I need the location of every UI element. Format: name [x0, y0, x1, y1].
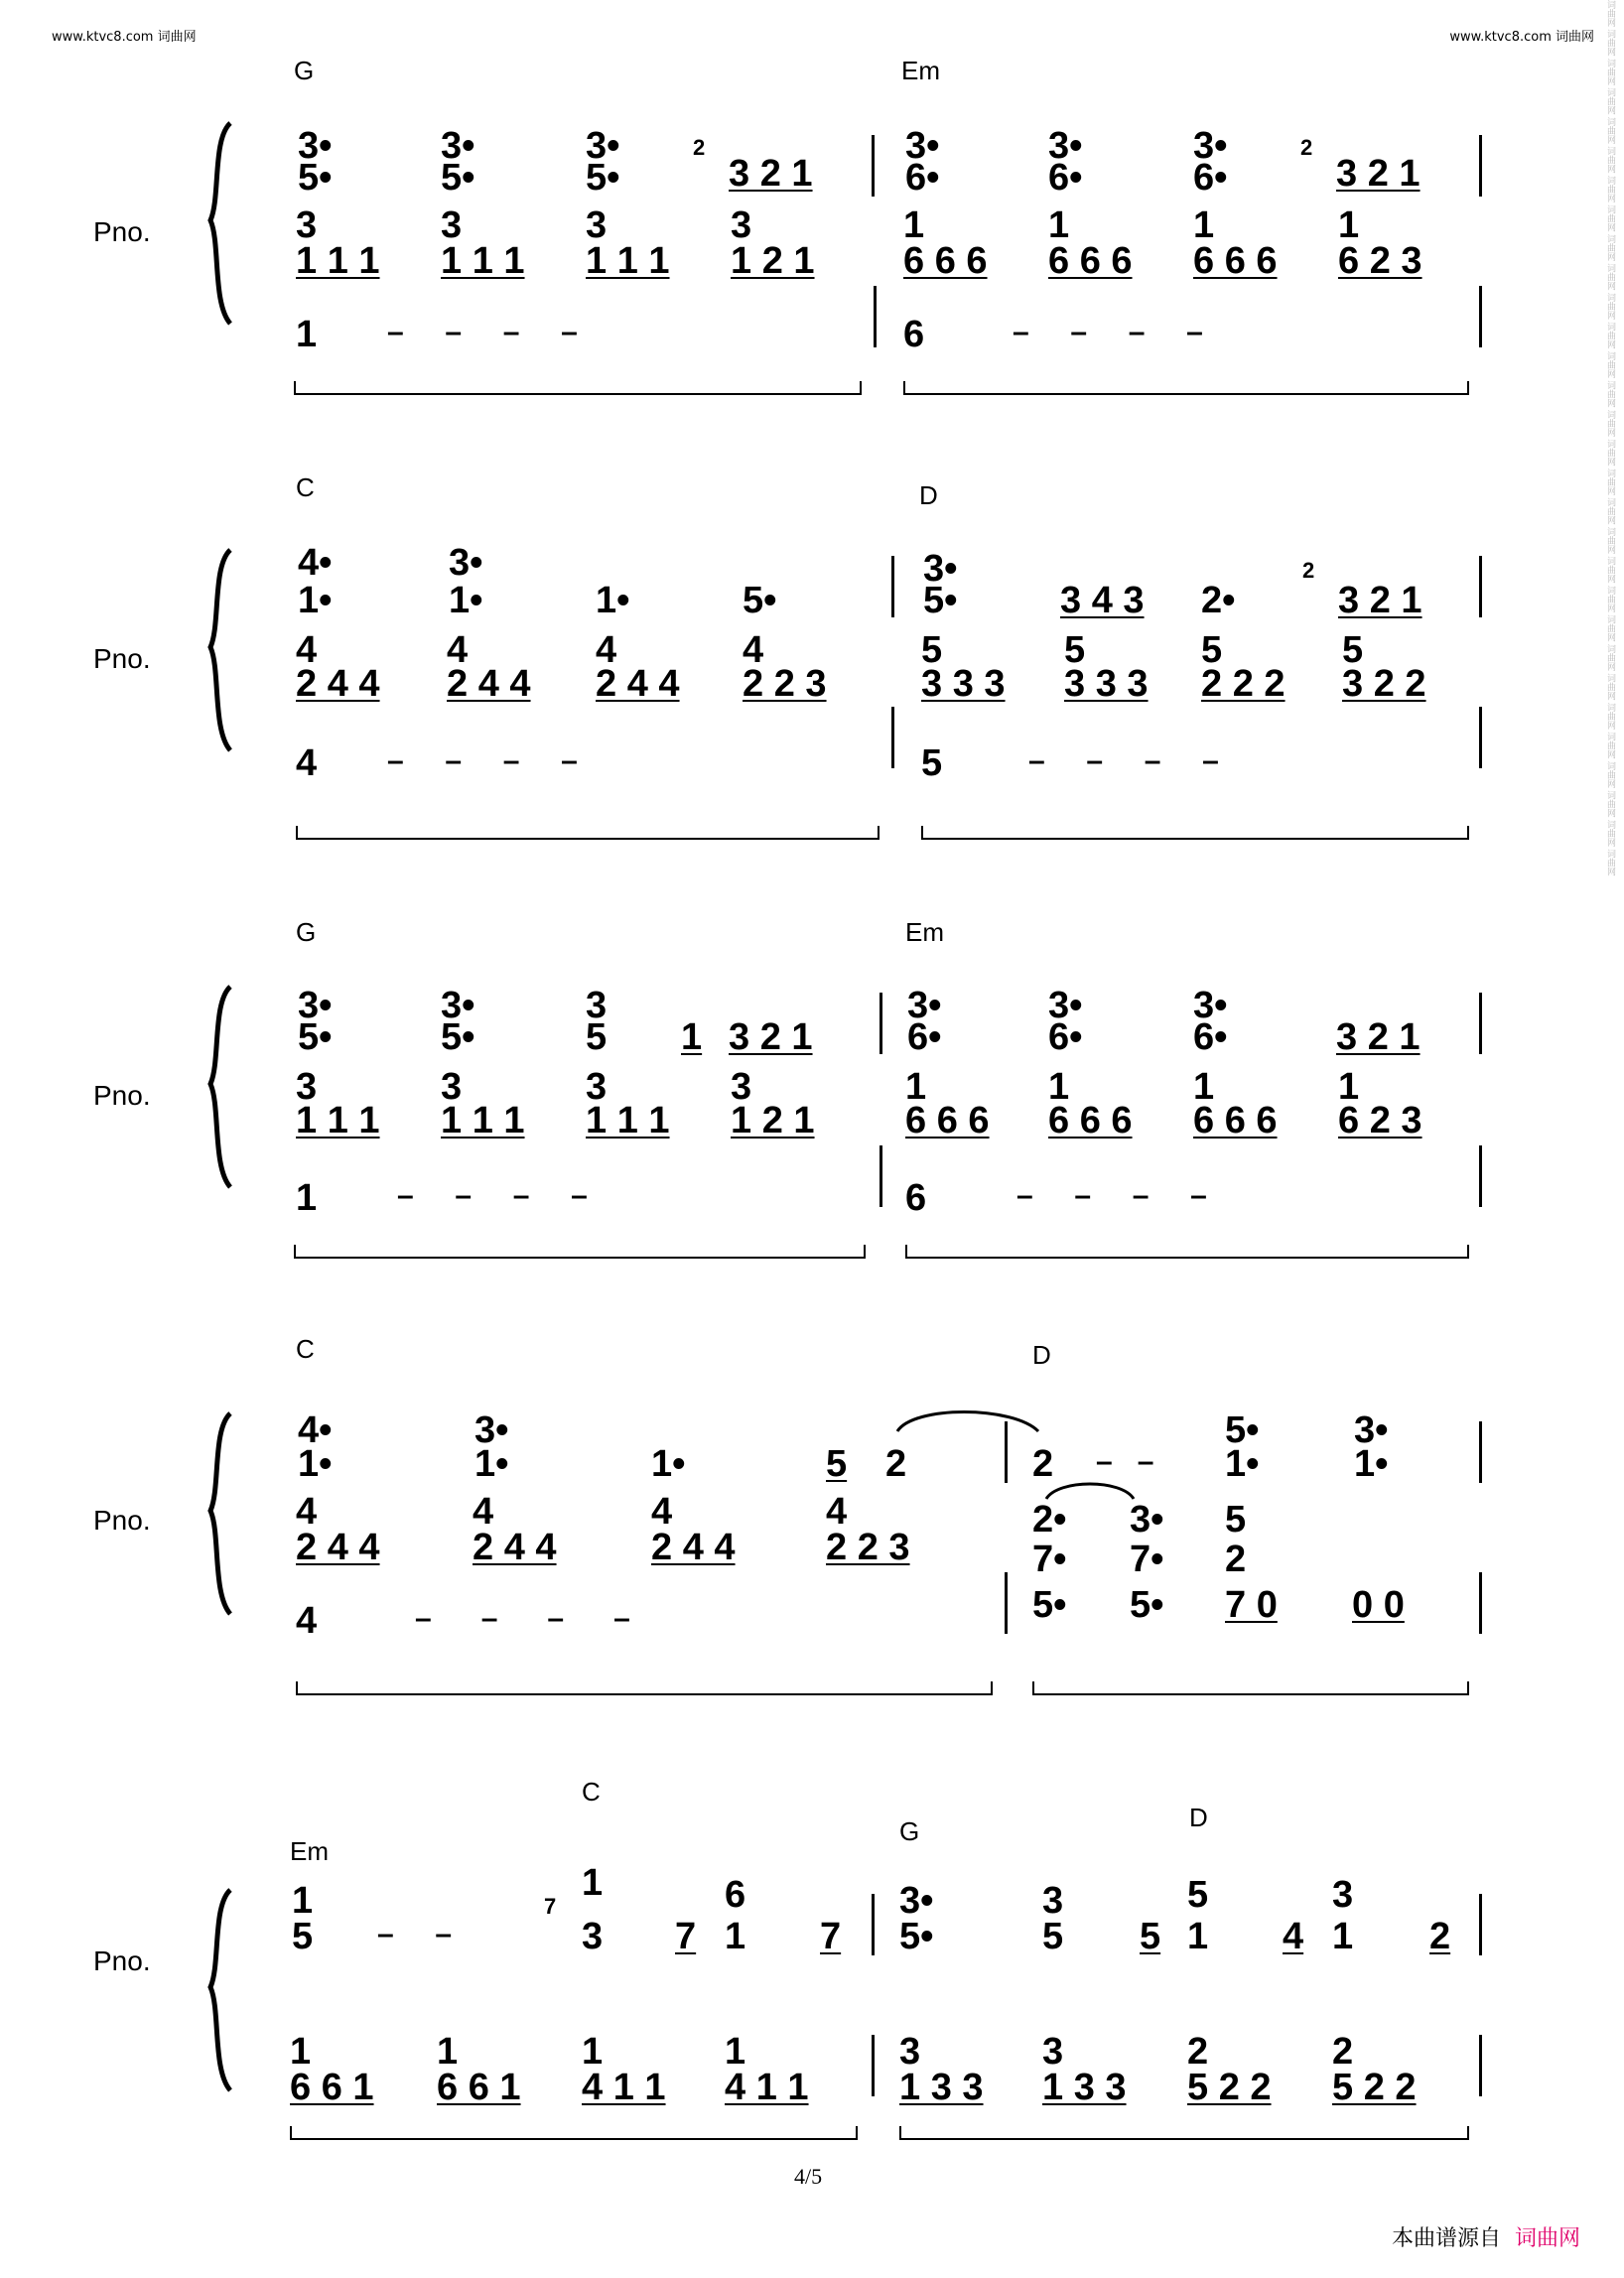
note: 2 2 3	[826, 1527, 910, 1568]
note: 6 6 6	[905, 1100, 990, 1141]
note: 3•	[1193, 985, 1228, 1026]
note: 3 2 1	[1338, 580, 1422, 621]
note: 5	[292, 1916, 314, 1957]
chord-label: D	[1032, 1340, 1051, 1370]
note: 2•	[1201, 580, 1236, 621]
barline	[891, 556, 894, 617]
note: 3•	[474, 1409, 509, 1451]
footer	[1392, 2221, 1580, 2252]
note: 2 4 4	[473, 1527, 557, 1568]
instrument-label: Pno.	[93, 216, 151, 247]
note: 1 1 1	[586, 1100, 670, 1141]
note: 6 6 6	[903, 240, 988, 282]
note: 5•	[586, 157, 620, 199]
measure-bracket	[296, 826, 880, 840]
note: 1 1 1	[441, 1100, 525, 1141]
note: 1	[1193, 204, 1215, 246]
dash: – – – –	[387, 316, 578, 348]
footer-brand-link[interactable]: 词曲网	[1514, 2225, 1580, 2250]
note: 5•	[1130, 1584, 1164, 1626]
note: 3•	[1130, 1499, 1164, 1541]
barline	[1479, 993, 1482, 1054]
chord-label: D	[919, 480, 938, 510]
barline	[1479, 556, 1482, 617]
chord-label: Em	[901, 56, 940, 85]
barline	[1005, 1421, 1008, 1483]
note: 1•	[596, 580, 630, 621]
note: 3	[899, 2031, 921, 2073]
note: 3	[582, 1916, 604, 1957]
note: 3•	[1048, 125, 1083, 167]
brace	[204, 1409, 234, 1618]
note: 3 2 1	[1336, 153, 1421, 195]
note: 5	[1342, 629, 1364, 671]
note: 4	[651, 1491, 673, 1533]
note: 3 2 1	[729, 1016, 813, 1058]
note: 4	[296, 742, 318, 784]
note: 6•	[907, 1016, 942, 1058]
grace-note: 2	[1300, 135, 1313, 160]
note: 1	[1338, 204, 1360, 246]
note: 3 4 3	[1060, 580, 1145, 621]
note: 2 4 4	[651, 1527, 736, 1568]
note: 1	[905, 1066, 927, 1108]
barline	[1005, 1572, 1008, 1634]
measure-bracket	[296, 1681, 993, 1695]
note: 6 6 1	[437, 2067, 521, 2108]
note: 5•	[298, 157, 333, 199]
note: 5•	[1032, 1584, 1067, 1626]
instrument-label: Pno.	[93, 1945, 151, 1976]
note: 2	[1225, 1539, 1247, 1580]
note: 2	[1032, 1443, 1054, 1485]
chord-label: C	[582, 1777, 601, 1807]
note: 1	[725, 2031, 746, 2073]
barline	[1479, 707, 1482, 768]
note: 4	[596, 629, 617, 671]
chord-label: D	[1189, 1803, 1208, 1832]
note: 1•	[298, 1443, 333, 1485]
note: 1 2 1	[731, 240, 815, 282]
note: 2 4 4	[447, 663, 531, 705]
note: 3 2 2	[1342, 663, 1426, 705]
measure-bracket	[899, 2126, 1469, 2140]
barline	[1479, 1572, 1482, 1634]
note: 4	[296, 1600, 318, 1642]
note: 5 2 2	[1187, 2067, 1272, 2108]
note: 1	[582, 1862, 604, 1904]
note: 1	[1187, 1916, 1209, 1957]
note: 6•	[1048, 157, 1083, 199]
note: 3	[586, 985, 608, 1026]
note: 2	[1187, 2031, 1209, 2073]
barline	[1479, 1894, 1482, 1955]
measure-bracket	[290, 2126, 858, 2140]
barline	[1479, 286, 1482, 347]
note: 3	[586, 1066, 608, 1108]
note: 5•	[743, 580, 777, 621]
measure-bracket	[921, 826, 1469, 840]
note: 1•	[651, 1443, 686, 1485]
note: 6	[903, 314, 925, 355]
note: 6•	[905, 157, 940, 199]
note: 1	[290, 2031, 312, 2073]
note: 6•	[1193, 157, 1228, 199]
dash: – – – –	[1028, 744, 1219, 777]
note: 5	[1187, 1874, 1209, 1916]
brace	[204, 546, 234, 754]
note: 1	[681, 1016, 703, 1058]
note: 2•	[1032, 1499, 1067, 1541]
note: 1	[1332, 1916, 1354, 1957]
note: 6 2 3	[1338, 240, 1422, 282]
note: 5•	[923, 580, 958, 621]
note: 5•	[298, 1016, 333, 1058]
note: 1	[296, 314, 318, 355]
note: 2 4 4	[596, 663, 680, 705]
note: 1 1 1	[586, 240, 670, 282]
note: 4 1 1	[582, 2067, 666, 2108]
note: 6	[905, 1177, 927, 1219]
note: 3	[441, 204, 463, 246]
instrument-label: Pno.	[93, 643, 151, 674]
note: 6•	[1048, 1016, 1083, 1058]
dash: – – – –	[387, 744, 578, 777]
footer-text: 本曲谱源自	[1391, 2225, 1501, 2250]
note: 1 1 1	[296, 1100, 380, 1141]
note: 4	[447, 629, 469, 671]
note: 4	[296, 1491, 318, 1533]
note: 1	[582, 2031, 604, 2073]
note: 3•	[586, 125, 620, 167]
note: 7	[820, 1916, 842, 1957]
note: 2	[1429, 1916, 1451, 1957]
grace-note: 2	[1302, 558, 1315, 583]
chord-label: C	[296, 1334, 315, 1364]
note: 0 0	[1352, 1584, 1405, 1626]
note: 4 1 1	[725, 2067, 809, 2108]
chord-label: Em	[290, 1836, 329, 1866]
note: 3•	[1193, 125, 1228, 167]
instrument-label: Pno.	[93, 1080, 151, 1111]
instrument-label: Pno.	[93, 1505, 151, 1536]
note: 3 2 1	[729, 153, 813, 195]
note: 6 6 6	[1048, 1100, 1133, 1141]
measure-bracket	[294, 381, 862, 395]
barline	[872, 135, 875, 197]
note: 6	[725, 1874, 746, 1916]
note: 1•	[1354, 1443, 1389, 1485]
note: 5	[1225, 1499, 1247, 1541]
note: 2 2 3	[743, 663, 827, 705]
dash: – – – –	[1013, 316, 1203, 348]
note: 5 2 2	[1332, 2067, 1417, 2108]
note: 5	[921, 742, 943, 784]
note: 7•	[1032, 1539, 1067, 1580]
note: 1•	[1225, 1443, 1260, 1485]
note: 6 6 6	[1048, 240, 1133, 282]
note: 3•	[441, 125, 475, 167]
note: 5	[921, 629, 943, 671]
note: 3•	[449, 542, 483, 584]
note: 7 0	[1225, 1584, 1278, 1626]
note: 6 6 6	[1193, 240, 1278, 282]
note: 3•	[907, 985, 942, 1026]
note: 3	[296, 204, 318, 246]
measure-bracket	[905, 1245, 1469, 1259]
note: 5•	[899, 1916, 934, 1957]
note: 2	[1332, 2031, 1354, 2073]
note: 1 1 1	[441, 240, 525, 282]
note: 5•	[1225, 1409, 1260, 1451]
dash: – – – –	[1016, 1179, 1207, 1212]
note: 1	[296, 1177, 318, 1219]
chord-label: C	[296, 472, 315, 502]
note: 5	[1201, 629, 1223, 671]
barline	[891, 707, 894, 768]
tie	[893, 1406, 1042, 1435]
note: 2	[885, 1443, 907, 1485]
note: 5•	[441, 1016, 475, 1058]
note: 5•	[441, 157, 475, 199]
barline	[880, 1145, 882, 1207]
note: 4	[1283, 1916, 1304, 1957]
note: 3 2 1	[1336, 1016, 1421, 1058]
note: 3	[296, 1066, 318, 1108]
note: 3	[731, 204, 752, 246]
note: 3	[441, 1066, 463, 1108]
note: 4	[743, 629, 764, 671]
chord-label: Em	[905, 917, 944, 947]
brace	[204, 983, 234, 1191]
note: 4•	[298, 542, 333, 584]
note: 4	[473, 1491, 494, 1533]
note: 3•	[905, 125, 940, 167]
note: 6 6 1	[290, 2067, 374, 2108]
note: 1	[292, 1880, 314, 1922]
note: 6 2 3	[1338, 1100, 1422, 1141]
note: 1 1 1	[296, 240, 380, 282]
dash: – –	[377, 1918, 453, 1950]
barline	[1479, 135, 1482, 197]
dash: – –	[1096, 1445, 1154, 1478]
note: 5	[1042, 1916, 1064, 1957]
note: 4	[296, 629, 318, 671]
note: 2 2 2	[1201, 663, 1286, 705]
grace-note: 7	[544, 1894, 557, 1919]
note: 1•	[474, 1443, 509, 1485]
chord-label: G	[296, 917, 317, 947]
barline	[1479, 1145, 1482, 1207]
dash: – – – –	[415, 1602, 630, 1635]
note: 1 3 3	[1042, 2067, 1127, 2108]
note: 5	[1140, 1916, 1161, 1957]
note: 3•	[298, 125, 333, 167]
measure-bracket	[903, 381, 1469, 395]
note: 3•	[899, 1880, 934, 1922]
brace	[204, 1886, 234, 2094]
chord-label: G	[294, 56, 315, 85]
page-number: 4/5	[794, 2164, 823, 2189]
barline	[874, 286, 877, 347]
note: 5	[586, 1016, 608, 1058]
note: 4	[826, 1491, 848, 1533]
note: 1 3 3	[899, 2067, 984, 2108]
note: 3 3 3	[921, 663, 1006, 705]
brace	[204, 119, 234, 328]
note: 5	[1064, 629, 1086, 671]
note: 3•	[298, 985, 333, 1026]
note: 3•	[1354, 1409, 1389, 1451]
dash: – – – –	[397, 1179, 588, 1212]
grace-note: 2	[693, 135, 706, 160]
chord-label: G	[899, 1816, 920, 1846]
note: 3 3 3	[1064, 663, 1149, 705]
note: 3	[586, 204, 608, 246]
note: 3	[1042, 2031, 1064, 2073]
note: 6•	[1193, 1016, 1228, 1058]
note: 1	[1048, 204, 1070, 246]
note: 3	[731, 1066, 752, 1108]
note: 1	[437, 2031, 459, 2073]
barline	[872, 1894, 875, 1955]
barline	[872, 2035, 875, 2096]
barline	[880, 993, 882, 1054]
note: 6 6 6	[1193, 1100, 1278, 1141]
side-watermark: 词曲网 词曲网 词曲网 词曲网 词曲网 词曲网 词曲网 词曲网 词曲网 词曲网 词曲网 词曲网 词曲网 词曲网 词曲网 词曲网 词曲网 词曲网 词曲网 词曲网 词曲网 词曲网 词曲网 词曲网 词曲网 词曲网 词曲网 词曲网 词曲网 词曲网	[1606, 0, 1616, 876]
note: 1	[1048, 1066, 1070, 1108]
header-right-url: www.ktvc8.com 词曲网	[1449, 30, 1594, 45]
note: 1	[1338, 1066, 1360, 1108]
note: 1	[1193, 1066, 1215, 1108]
barline	[1479, 1421, 1482, 1483]
note: 1•	[449, 580, 483, 621]
note: 1	[725, 1916, 746, 1957]
note: 1•	[298, 580, 333, 621]
measure-bracket	[1032, 1681, 1469, 1695]
note: 3	[1332, 1874, 1354, 1916]
note: 3•	[441, 985, 475, 1026]
note: 7	[675, 1916, 697, 1957]
barline	[1479, 2035, 1482, 2096]
measure-bracket	[294, 1245, 866, 1259]
header-left-url: www.ktvc8.com 词曲网	[52, 30, 197, 45]
note: 2 4 4	[296, 663, 380, 705]
note: 7•	[1130, 1539, 1164, 1580]
note: 2 4 4	[296, 1527, 380, 1568]
note: 3	[1042, 1880, 1064, 1922]
note: 4•	[298, 1409, 333, 1451]
note: 3•	[1048, 985, 1083, 1026]
note: 1	[903, 204, 925, 246]
note: 5	[826, 1443, 848, 1485]
note: 1 2 1	[731, 1100, 815, 1141]
note: 3•	[923, 548, 958, 590]
